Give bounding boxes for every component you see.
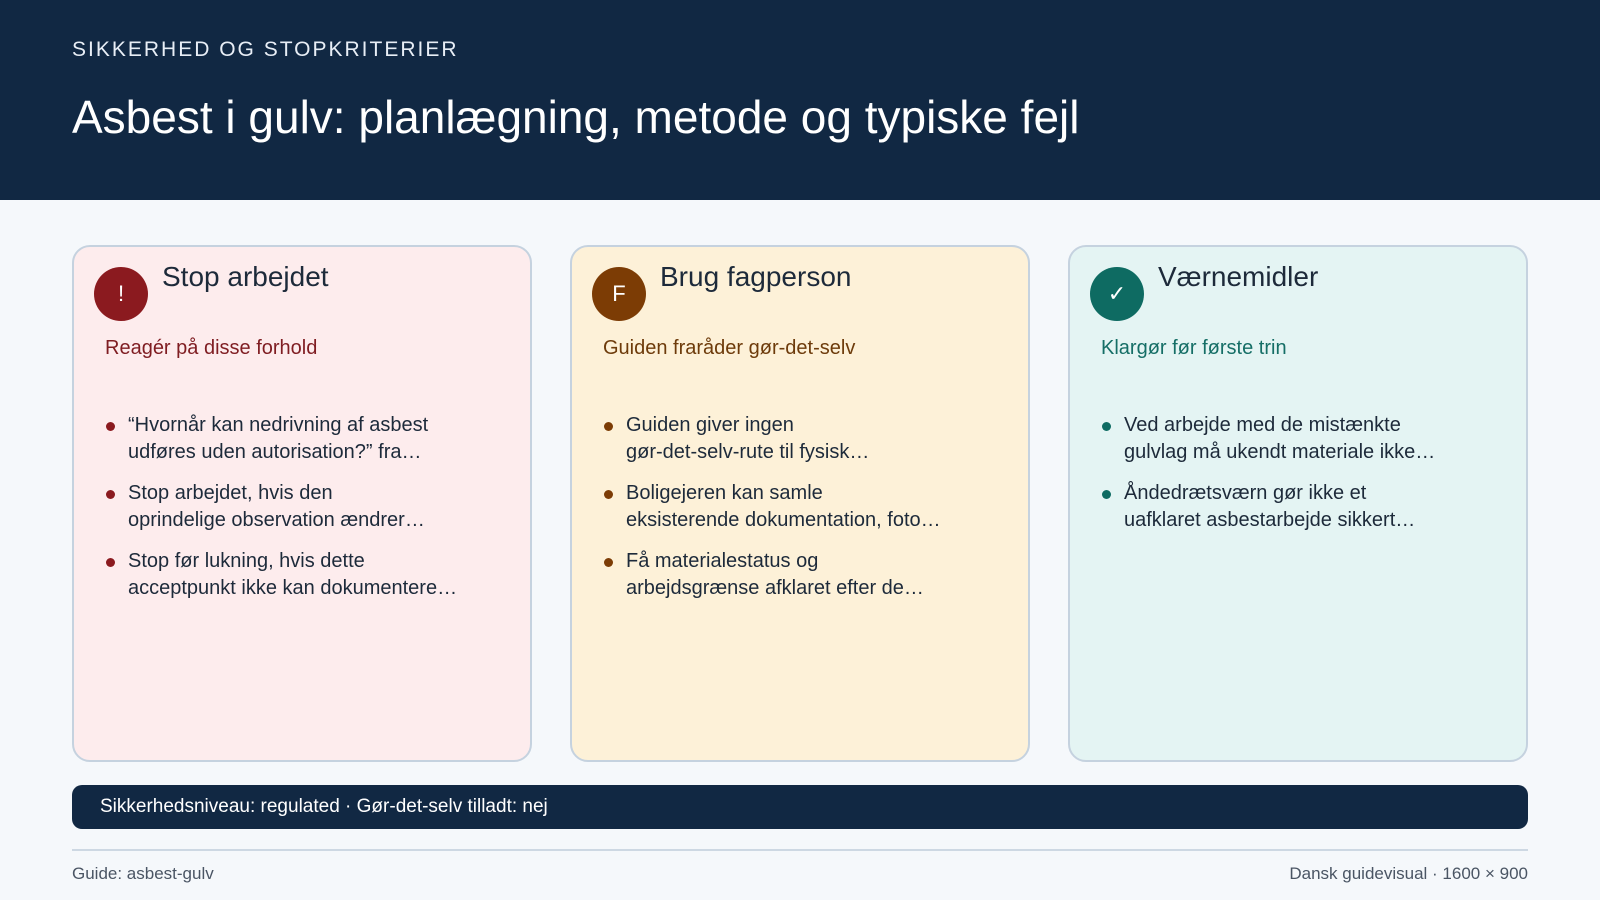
cards-row [72,245,1528,762]
list-item: Stop før lukning, hvis dette acceptpunkt ikke kan dokumentere… [106,548,506,602]
card-subtitle: Klargør før første trin [1101,337,1287,359]
footer-divider [72,849,1528,851]
list-item: Boligejeren kan samle eksisterende dokumentation, foto… [604,480,1004,534]
list-item: Stop arbejdet, hvis den oprindelige observation ændrer… [106,480,506,534]
page-title: Asbest i gulv: planlægning, metode og typiske fejl [72,91,1080,143]
bullet-icon [106,558,115,567]
bullet-icon [604,558,613,567]
card-subtitle: Guiden fraråder gør-det-selv [603,337,856,359]
list-item: “Hvornår kan nedrivning af asbest udføres uden autorisation?” fra… [106,412,506,466]
card-list [604,412,1004,616]
bullet-icon [1102,422,1111,431]
card-professional [570,245,1030,762]
bullet-icon [1102,490,1111,499]
card-title: Stop arbejdet [162,261,329,292]
card-title: Værnemidler [1158,261,1319,292]
footer-guide-label: Guide: asbest-gulv [72,864,214,883]
card-list [106,412,506,616]
card-list [1102,412,1502,548]
status-bar: Sikkerhedsniveau: regulated · Gør-det-selv tilladt: nej [72,785,1528,829]
bullet-icon [604,490,613,499]
list-item: Ved arbejde med de mistænkte gulvlag må ukendt materiale ikke… [1102,412,1502,466]
alert-icon: ! [94,267,148,321]
bullet-icon [604,422,613,431]
eyebrow: SIKKERHED OG STOPKRITERIER [72,38,459,61]
card-protective-gear [1068,245,1528,762]
bullet-icon [106,422,115,431]
card-stop-work [72,245,532,762]
card-title: Brug fagperson [660,261,852,292]
header [0,0,1600,200]
list-item: Guiden giver ingen gør-det-selv-rute til fysisk… [604,412,1004,466]
card-subtitle: Reagér på disse forhold [105,337,318,359]
list-item: Få materialestatus og arbejdsgrænse afklaret efter de… [604,548,1004,602]
bullet-icon [106,490,115,499]
list-item: Åndedrætsværn gør ikke et uafklaret asbestarbejde sikkert… [1102,480,1502,534]
professional-icon: F [592,267,646,321]
check-icon: ✓ [1090,267,1144,321]
footer-meta-label: Dansk guidevisual · 1600 × 900 [1289,864,1528,883]
